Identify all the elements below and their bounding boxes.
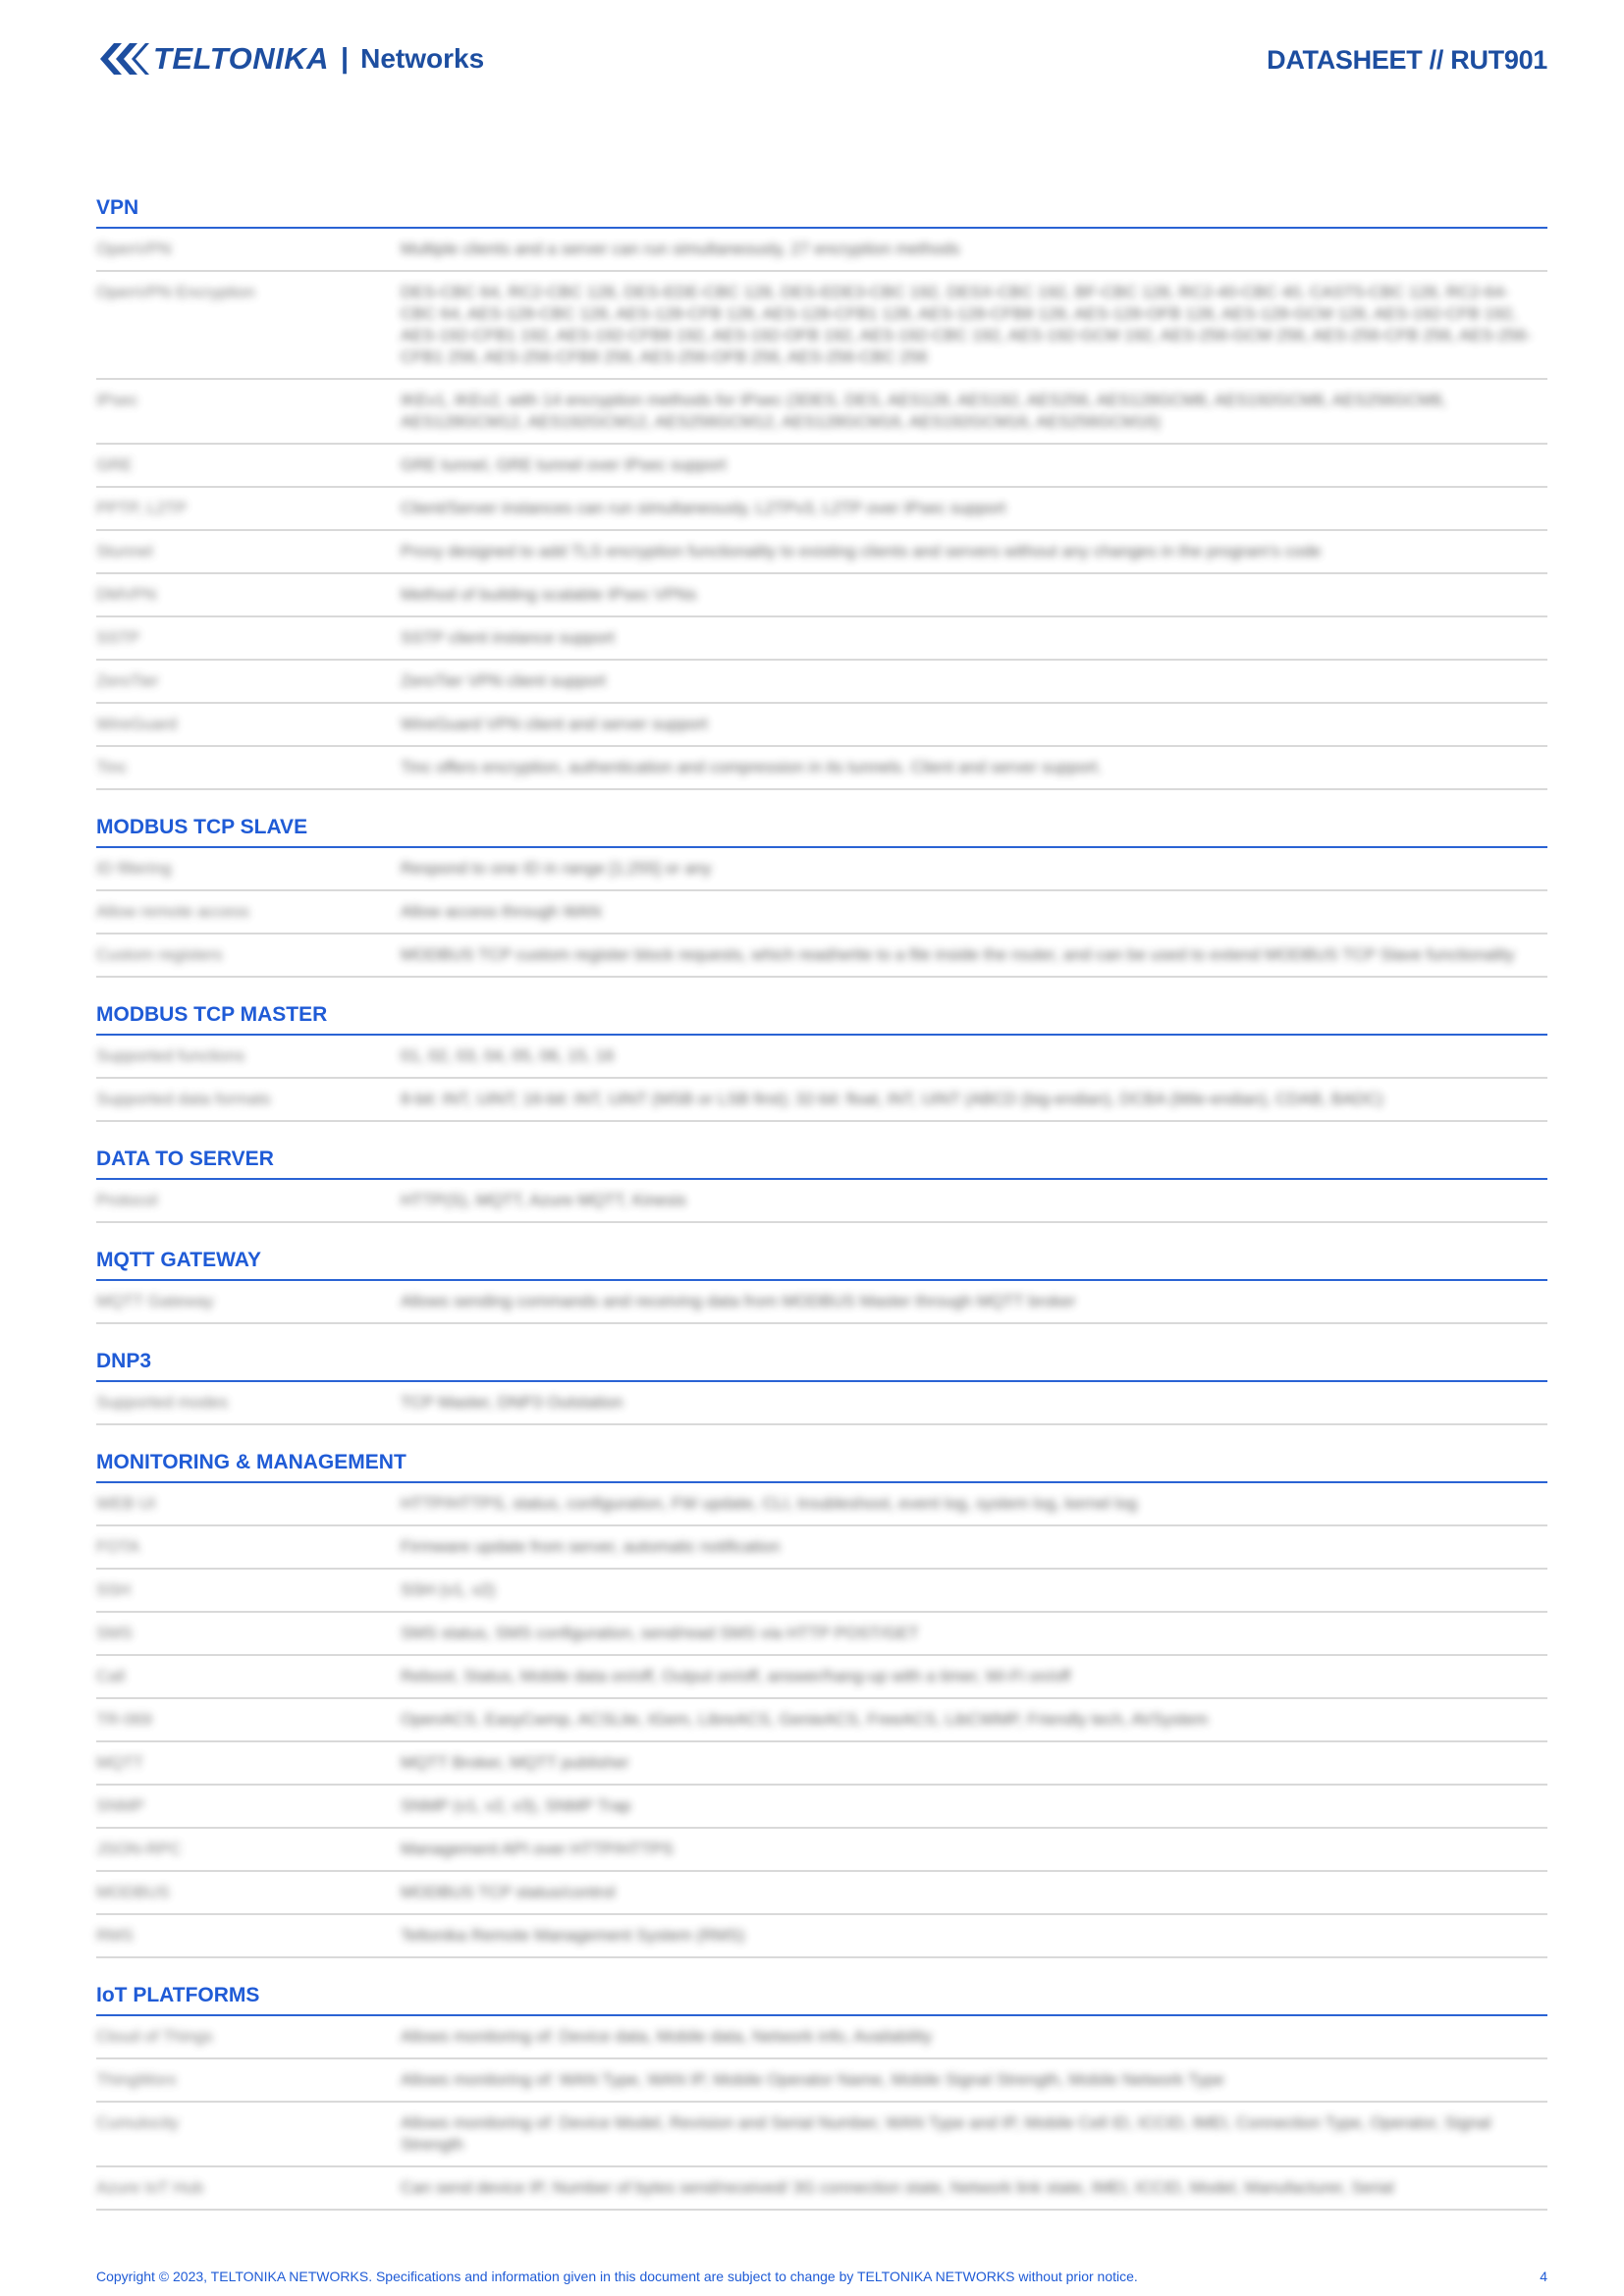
spec-value: Reboot, Status, Mobile data on/off, Output on/off, answer/hang-up with a timer, Wi-Fi on/off (401, 1667, 1071, 1685)
spec-key: OpenVPN (96, 240, 172, 258)
spec-key: ID filtering (96, 859, 172, 878)
section-title: VPN (96, 196, 1547, 229)
spec-content (96, 196, 1547, 2236)
spec-row (96, 488, 1547, 531)
spec-key: ThingWorx (96, 2070, 177, 2089)
spec-value: ZeroTier VPN client support (401, 671, 607, 690)
page-header (96, 39, 1547, 88)
spec-value: Allow access through WAN (401, 902, 602, 921)
spec-section (96, 816, 1547, 978)
spec-value: Allows monitoring of: WAN Type, WAN IP, Mobile Operator Name, Mobile Signal Strength, Mobile Network Type (401, 2070, 1224, 2089)
spec-section (96, 1148, 1547, 1223)
spec-value: OpenACS, EasyCwmp, ACSLite, tGem, LibreACS, GenieACS, FreeACS, LibCWMP, Friendly tech, AVSystem (401, 1710, 1209, 1729)
spec-row (96, 531, 1547, 574)
spec-value: IKEv1, IKEv2, with 14 encryption methods for IPsec (3DES, DES, AES128, AES192, AES256, AES128GCM8, AES192GCM8, AES256GCM8, AES128GCM12, AES192GCM12, AES256GCM12, AES128GCM16, AES192GCM16, AES256GCM16) (401, 391, 1446, 431)
spec-row (96, 1656, 1547, 1699)
spec-value: Firmware update from server, automatic notification (401, 1537, 781, 1556)
spec-row (96, 380, 1547, 445)
spec-key: IPsec (96, 391, 138, 409)
spec-row (96, 1180, 1547, 1223)
spec-key: Azure IoT Hub (96, 2178, 204, 2197)
spec-key: DMVPN (96, 585, 157, 604)
spec-key: OpenVPN Encryption (96, 283, 255, 301)
spec-value: Allows monitoring of: Device Model, Revision and Serial Number, WAN Type and IP, Mobile Cell ID, ICCID, IMEI, Connection Type, Operator, Signal Strength (401, 2113, 1491, 2154)
spec-value: HTTP(S), MQTT, Azure MQTT, Kinesis (401, 1191, 686, 1209)
spec-value: Multiple clients and a server can run simultaneously, 27 encryption methods (401, 240, 960, 258)
spec-section (96, 1249, 1547, 1324)
spec-row (96, 1483, 1547, 1526)
spec-key: GRE (96, 455, 133, 474)
spec-row (96, 661, 1547, 704)
spec-row (96, 1613, 1547, 1656)
spec-row (96, 747, 1547, 790)
spec-row (96, 445, 1547, 488)
spec-row (96, 1281, 1547, 1324)
spec-row (96, 1570, 1547, 1613)
spec-key: SSTP (96, 628, 140, 647)
section-title: DATA TO SERVER (96, 1148, 1547, 1180)
spec-value: Respond to one ID in range [1;255] or any (401, 859, 712, 878)
spec-row (96, 1036, 1547, 1079)
spec-value: SMS status, SMS configuration, send/read SMS via HTTP POST/GET (401, 1624, 919, 1642)
spec-value: DES-CBC 64, RC2-CBC 128, DES-EDE-CBC 128, DES-EDE3-CBC 192, DESX-CBC 192, BF-CBC 128, RC2-40-CBC 40, CAST5-CBC 128, RC2-64-CBC 64, AES-128-CBC 128, AES-128-CFB 128, AES-128-CFB1 128, AES-128-CFB8 128, AES-128-OFB 128, AES-128-GCM 128, AES-192-CFB 192, AES-192-CFB1 192, AES-192-CFB8 192, AES-192-OFB 192, AES-192-CBC 192, AES-192-GCM 192, AES-256-GCM 256, AES-256-CFB 256, AES-256-CFB1 256, AES-256-CFB8 256, AES-256-OFB 256, AES-256-CBC 256 (401, 283, 1532, 366)
spec-row (96, 574, 1547, 617)
document-title: DATASHEET // RUT901 (1267, 45, 1547, 75)
spec-row (96, 704, 1547, 747)
spec-section (96, 1984, 1547, 2211)
spec-key: PPTP, L2TP (96, 499, 188, 517)
spec-row (96, 1872, 1547, 1915)
page-footer (96, 2265, 1547, 2284)
spec-row (96, 1915, 1547, 1958)
spec-key: MQTT (96, 1753, 144, 1772)
spec-section (96, 1003, 1547, 1122)
spec-value: Allows monitoring of: Device data, Mobile data, Network info, Availability (401, 2027, 933, 2046)
logo-brand: TELTONIKA (153, 41, 330, 76)
spec-value: Client/Server instances can run simultaneously, L2TPv3, L2TP over IPsec support (401, 499, 1006, 517)
spec-section (96, 1451, 1547, 1958)
spec-row (96, 1526, 1547, 1570)
spec-key: WEB UI (96, 1494, 156, 1513)
spec-row (96, 229, 1547, 272)
spec-value: SSH (v1, v2) (401, 1580, 496, 1599)
section-title: DNP3 (96, 1350, 1547, 1382)
spec-value: SSTP client instance support (401, 628, 615, 647)
spec-row (96, 2059, 1547, 2103)
spec-key: SNMP (96, 1796, 145, 1815)
spec-value: Method of building scalable IPsec VPNs (401, 585, 697, 604)
footer-copyright: Copyright © 2023, TELTONIKA NETWORKS. Specifications and information given in this document are subject to change by TELTONIKA NETWORKS without prior notice. (96, 2269, 1138, 2284)
section-title: MODBUS TCP SLAVE (96, 816, 1547, 848)
spec-key: WireGuard (96, 715, 178, 733)
spec-value: Proxy designed to add TLS encryption functionality to existing clients and servers without any changes in the program's code (401, 542, 1322, 561)
spec-value: Management API over HTTP/HTTPS (401, 1840, 674, 1858)
spec-key: JSON-RPC (96, 1840, 182, 1858)
spec-value: MODBUS TCP custom register block requests, which read/write to a file inside the router, and can be used to extend MODBUS TCP Slave functionality (401, 945, 1515, 964)
spec-row (96, 272, 1547, 380)
spec-row (96, 1699, 1547, 1742)
section-title: MODBUS TCP MASTER (96, 1003, 1547, 1036)
spec-value: MODBUS TCP status/control (401, 1883, 616, 1901)
spec-row (96, 848, 1547, 891)
spec-section (96, 196, 1547, 790)
spec-value: Tinc offers encryption, authentication and compression in its tunnels. Client and server support. (401, 758, 1103, 776)
spec-key: ZeroTier (96, 671, 159, 690)
section-title: MONITORING & MANAGEMENT (96, 1451, 1547, 1483)
spec-row (96, 1742, 1547, 1786)
spec-row (96, 617, 1547, 661)
spec-value: Teltonika Remote Management System (RMS) (401, 1926, 745, 1945)
spec-row (96, 1829, 1547, 1872)
spec-row (96, 891, 1547, 934)
spec-key: SSH (96, 1580, 131, 1599)
spec-key: Cumulocity (96, 2113, 180, 2132)
teltonika-logo (96, 39, 484, 79)
spec-key: Cloud of Things (96, 2027, 213, 2046)
spec-key: Supported data formats (96, 1090, 271, 1108)
spec-key: TR-069 (96, 1710, 152, 1729)
page-number: 4 (1540, 2269, 1547, 2284)
spec-row (96, 1786, 1547, 1829)
spec-key: MQTT Gateway (96, 1292, 214, 1310)
spec-section (96, 1350, 1547, 1425)
teltonika-logo-icon (96, 39, 149, 79)
spec-value: 01, 02, 03, 04, 05, 06, 15, 16 (401, 1046, 615, 1065)
spec-value: GRE tunnel, GRE tunnel over IPsec support (401, 455, 727, 474)
spec-value: WireGuard VPN client and server support (401, 715, 708, 733)
spec-row (96, 934, 1547, 978)
spec-value: SNMP (v1, v2, v3), SNMP Trap (401, 1796, 631, 1815)
logo-sub: Networks (360, 43, 485, 74)
spec-key: Protocol (96, 1191, 158, 1209)
spec-value: Can send device IP, Number of bytes send/received/ 3G connection state, Network link state, IMEI, ICCID, Model, Manufacturer, Serial (401, 2178, 1394, 2197)
spec-row (96, 1382, 1547, 1425)
spec-value: HTTP/HTTPS, status, configuration, FW update, CLI, troubleshoot, event log, system log, kernel log (401, 1494, 1138, 1513)
spec-key: Custom registers (96, 945, 223, 964)
spec-key: Tinc (96, 758, 128, 776)
section-title: IoT PLATFORMS (96, 1984, 1547, 2016)
spec-value: TCP Master, DNP3 Outstation (401, 1393, 623, 1412)
spec-key: Supported functions (96, 1046, 245, 1065)
spec-row (96, 1079, 1547, 1122)
spec-value: Allows sending commands and receiving data from MODBUS Master through MQTT broker (401, 1292, 1076, 1310)
spec-key: FOTA (96, 1537, 140, 1556)
spec-key: SMS (96, 1624, 133, 1642)
spec-row (96, 2167, 1547, 2211)
spec-key: RMS (96, 1926, 134, 1945)
logo-separator: | (341, 42, 350, 75)
spec-value: 8-bit: INT, UINT; 16-bit: INT, UINT (MSB or LSB first); 32-bit: float, INT, UINT (ABCD (big-endian), DCBA (little-endian), CDAB, BADC) (401, 1090, 1383, 1108)
spec-key: Allow remote access (96, 902, 249, 921)
spec-key: Call (96, 1667, 126, 1685)
spec-value: MQTT Broker, MQTT publisher (401, 1753, 629, 1772)
spec-row (96, 2103, 1547, 2167)
spec-key: MODBUS (96, 1883, 170, 1901)
spec-key: Stunnel (96, 542, 153, 561)
spec-row (96, 2016, 1547, 2059)
spec-key: Supported modes (96, 1393, 229, 1412)
section-title: MQTT GATEWAY (96, 1249, 1547, 1281)
